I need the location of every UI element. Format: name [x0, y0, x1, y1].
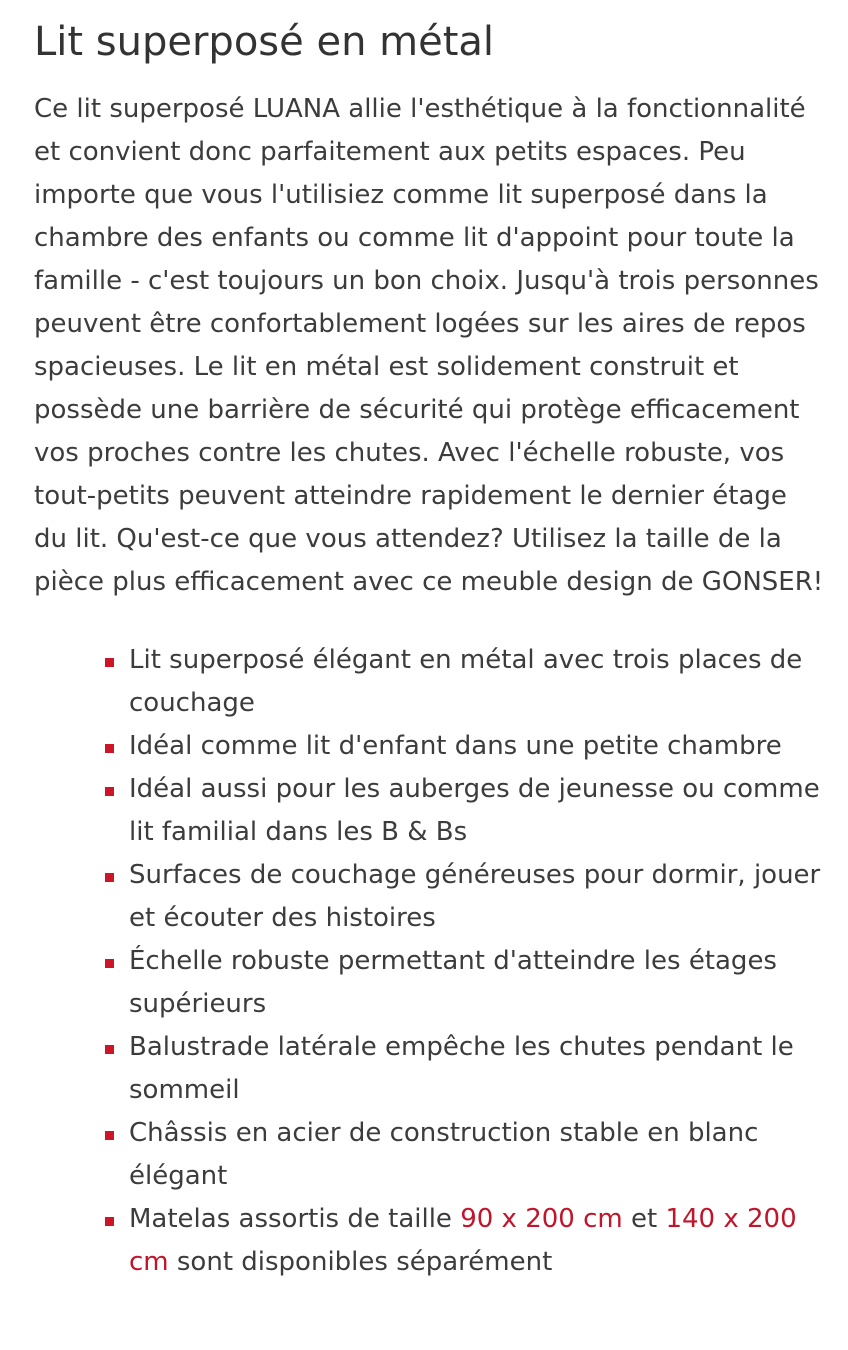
- product-title: Lit superposé en métal: [34, 19, 495, 65]
- feature-item: [129, 854, 824, 940]
- square-bullet-icon: [105, 959, 114, 968]
- feature-text: Échelle robuste permettant d'atteindre les étages supérieurs: [129, 946, 777, 1019]
- feature-item: [129, 1112, 824, 1198]
- product-details: [34, 0, 824, 1284]
- square-bullet-icon: [105, 658, 114, 667]
- feature-item: [129, 639, 824, 725]
- square-bullet-icon: [105, 1131, 114, 1140]
- feature-item: [129, 1026, 824, 1112]
- feature-item: [129, 725, 824, 768]
- mattress-90x200-link[interactable]: 90 x 200 cm: [460, 1204, 623, 1234]
- feature-item-mattress: [129, 1198, 824, 1284]
- mattress-suffix: sont disponibles séparément: [168, 1247, 553, 1277]
- feature-text: Surfaces de couchage généreuses pour dormir, jouer et écouter des histoires: [129, 860, 821, 933]
- square-bullet-icon: [105, 873, 114, 882]
- feature-item: [129, 940, 824, 1026]
- square-bullet-icon: [105, 1217, 114, 1226]
- product-description: Ce lit superposé LUANA allie l'esthétique à la fonctionnalité et convient donc parfaitement aux petits espaces. Peu importe que vous l'utilisiez comme lit superposé dans la chambre des enfants ou comme lit d'appoint pour toute la famille - c'est toujours un bon choix. Jusqu'à trois personnes peuvent être confortablement logées sur les aires de repos spacieuses. Le lit en métal est solidement construit et possède une barrière de sécurité qui protège efficacement vos proches contre les chutes. Avec l'échelle robuste, vos tout-petits peuvent atteindre rapidement le dernier étage du lit. Qu'est-ce que vous attendez? Utilisez la taille de la pièce plus efficacement avec ce meuble design de GONSER!: [34, 94, 824, 597]
- feature-text: Balustrade latérale empêche les chutes pendant le sommeil: [129, 1032, 794, 1105]
- square-bullet-icon: [105, 1045, 114, 1054]
- mattress-prefix: Matelas assortis de taille: [129, 1204, 461, 1234]
- mattress-middle: et: [622, 1204, 666, 1234]
- feature-list: [34, 639, 824, 1284]
- feature-text: Idéal comme lit d'enfant dans une petite chambre: [129, 731, 782, 761]
- square-bullet-icon: [105, 787, 114, 796]
- feature-text: Châssis en acier de construction stable en blanc élégant: [129, 1118, 759, 1191]
- square-bullet-icon: [105, 744, 114, 753]
- feature-text: Lit superposé élégant en métal avec trois places de couchage: [129, 645, 803, 718]
- feature-text: Idéal aussi pour les auberges de jeunesse ou comme lit familial dans les B & Bs: [129, 774, 820, 847]
- feature-item: [129, 768, 824, 854]
- mattress-140x200-link[interactable]: 140 x 200 cm: [129, 1204, 797, 1277]
